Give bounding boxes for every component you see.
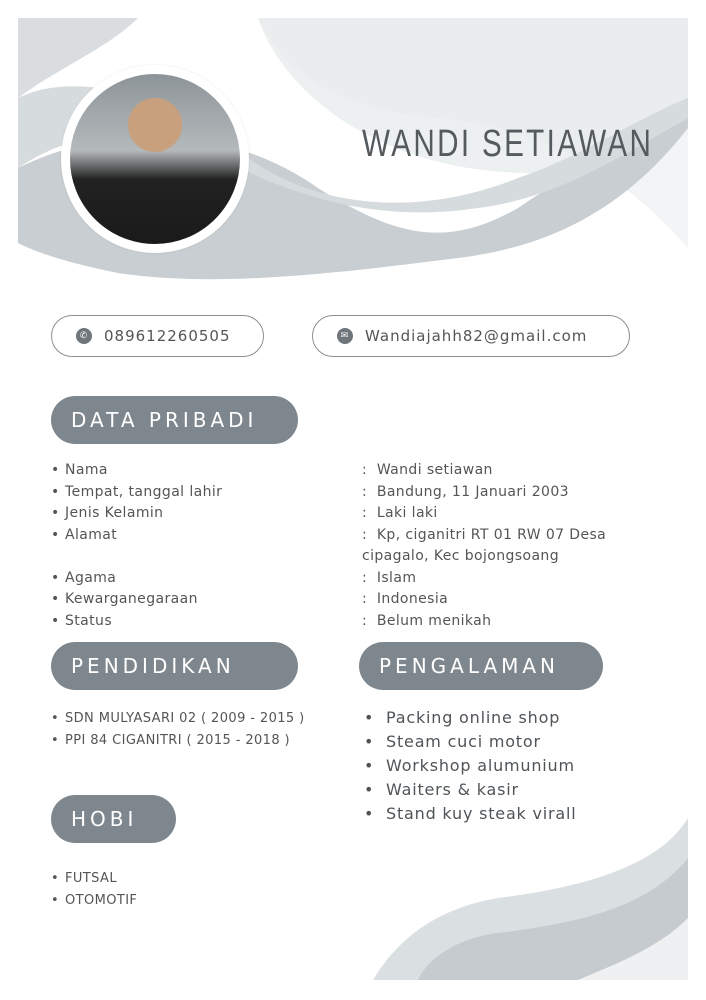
phone-icon: ✆ (76, 328, 92, 344)
mail-icon: ✉ (337, 328, 353, 344)
education-list (51, 708, 305, 751)
experience-item: • Workshop alumunium (364, 756, 575, 775)
section-hobi: HOBI (51, 795, 176, 843)
email-address: Wandiajahh82@gmail.com (365, 327, 588, 345)
personal-value: : Bandung, 11 Januari 2003 (362, 483, 569, 500)
hobby-list (51, 868, 137, 911)
personal-value: : Indonesia (362, 591, 449, 607)
personal-label: • Tempat, tanggal lahir (51, 483, 223, 500)
personal-value: : Kp, ciganitri RT 01 RW 07 Desa (362, 526, 607, 543)
section-data-pribadi: DATA PRIBADI (51, 396, 298, 444)
experience-list (364, 706, 577, 826)
section-pendidikan: PENDIDIKAN (51, 642, 298, 690)
resume-page (18, 18, 688, 980)
hobby-item: • OTOMOTIF (51, 892, 138, 908)
experience-item: • Stand kuy steak virall (364, 804, 577, 823)
profile-name: WANDI SETIAWAN (362, 123, 654, 165)
personal-value: : Islam (362, 569, 417, 586)
personal-value: : Wandi setiawan (362, 462, 493, 478)
profile-photo (61, 65, 249, 253)
education-item: • PPI 84 CIGANITRI ( 2015 - 2018 ) (51, 732, 291, 748)
personal-value-cont: cipagalo, Kec bojongsoang (362, 548, 559, 564)
phone-contact (51, 315, 264, 357)
experience-item: • Packing online shop (364, 708, 561, 727)
experience-item: • Waiters & kasir (364, 780, 519, 799)
personal-label: • Jenis Kelamin (51, 505, 164, 521)
personal-label: • Alamat (51, 526, 118, 543)
personal-labels (51, 460, 222, 632)
personal-values (362, 460, 632, 632)
experience-item: • Steam cuci motor (364, 732, 541, 751)
education-item: • SDN MULYASARI 02 ( 2009 - 2015 ) (51, 711, 305, 726)
section-pengalaman: PENGALAMAN (359, 642, 603, 690)
email-contact (312, 315, 630, 357)
personal-label: • Agama (51, 569, 117, 586)
personal-value: : Laki laki (362, 505, 438, 521)
phone-number: 089612260505 (104, 327, 231, 345)
hobby-item: • FUTSAL (51, 871, 117, 886)
personal-label: • Status (51, 612, 113, 629)
personal-value: : Belum menikah (362, 612, 492, 629)
personal-label: • Nama (51, 462, 108, 478)
personal-label: • Kewarganegaraan (51, 591, 198, 607)
